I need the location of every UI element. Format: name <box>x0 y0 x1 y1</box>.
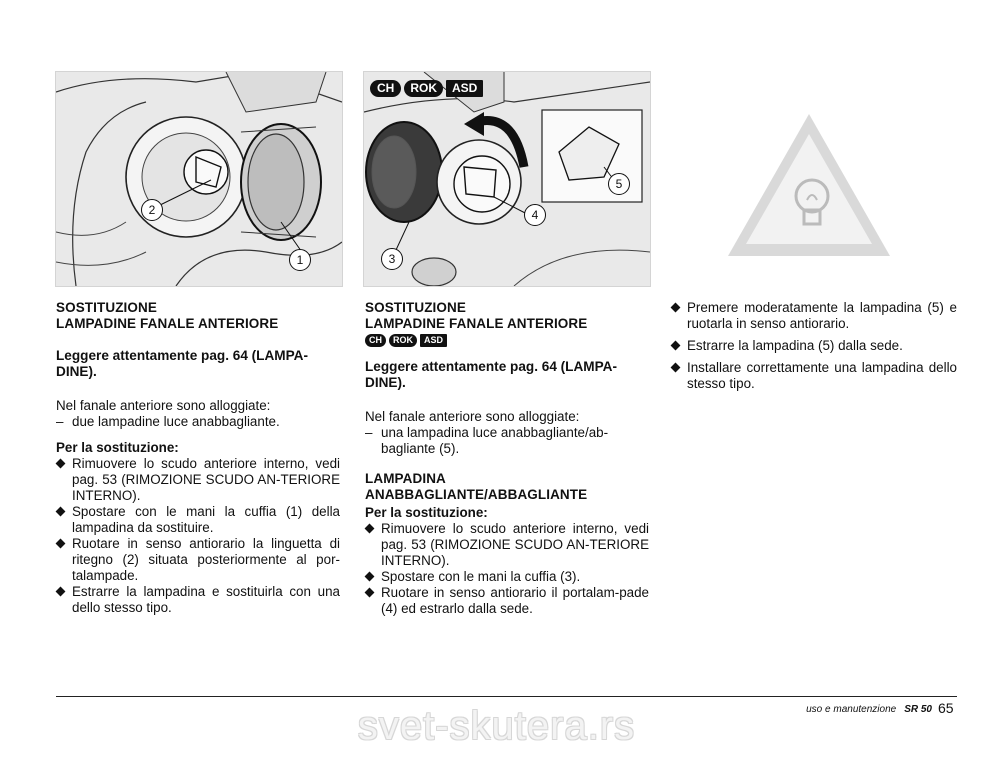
read-note: Leggere attentamente pag. 64 (LAMPA-DINE). <box>365 359 618 390</box>
subsection-title-line1: LAMPADINA <box>365 471 446 486</box>
dash-item-text: una lampadina luce anabbagliante/ab-bagliante (5). <box>381 425 609 456</box>
column-middle <box>365 300 649 617</box>
warning-triangle <box>724 110 894 260</box>
model-label: SR 50 <box>904 704 932 715</box>
model-badges-figure <box>370 80 483 97</box>
manual-label: uso e manutenzione <box>806 704 897 715</box>
list-item: Spostare con le mani la cuffia (3). <box>365 569 649 585</box>
list-item: Rimuovere lo scudo anteriore interno, vedi pag. 53 (RIMOZIONE SCUDO AN-TERIORE INTERNO). <box>365 521 649 569</box>
list-item: Installare correttamente una lampadina dello stesso tipo. <box>671 360 957 392</box>
list-item: Ruotare in senso antiorario il portalam-pade (4) ed estrarlo dalla sede. <box>365 585 649 617</box>
badge-ch: CH <box>370 80 401 97</box>
badge-ch: CH <box>365 334 386 347</box>
list-item: Rimuovere lo scudo anteriore interno, vedi pag. 53 (RIMOZIONE SCUDO AN-TERIORE INTERNO). <box>56 456 340 504</box>
badge-rok: ROK <box>389 334 417 347</box>
section-title-line2: LAMPADINE FANALE ANTERIORE <box>56 316 279 331</box>
intro-text: Nel fanale anteriore sono alloggiate: <box>56 398 271 413</box>
callout-5: 5 <box>608 173 630 195</box>
list-item: Spostare con le mani la cuffia (1) della lampadina da sostituire. <box>56 504 340 536</box>
column-left <box>56 300 340 616</box>
section-title-line1: SOSTITUZIONE <box>365 300 466 315</box>
intro-text: Nel fanale anteriore sono alloggiate: <box>365 409 580 424</box>
page-number: 65 <box>938 700 954 716</box>
column-right <box>671 300 957 392</box>
callout-3: 3 <box>381 248 403 270</box>
read-note: Leggere attentamente pag. 64 (LAMPA-DINE). <box>56 348 309 379</box>
list-item: Ruotare in senso antiorario la linguetta di ritegno (2) situata posteriormente al por-talampade. <box>56 536 340 584</box>
procedure-heading: Per la sostituzione: <box>56 440 179 455</box>
headlight-figure-middle <box>363 71 651 287</box>
badge-rok: ROK <box>404 80 443 97</box>
callout-2: 2 <box>141 199 163 221</box>
callout-1: 1 <box>289 249 311 271</box>
list-item: Estrarre la lampadina (5) dalla sede. <box>671 338 957 354</box>
badge-asd: ASD <box>420 334 447 347</box>
dash-item-text: due lampadine luce anabbagliante. <box>72 414 280 429</box>
dash-item: – una lampadina luce anabbagliante/ab-bagliante (5). <box>365 425 609 456</box>
subsection-title-line2: ANABBAGLIANTE/ABBAGLIANTE <box>365 487 588 502</box>
headlight-illustration-middle <box>364 72 650 286</box>
list-item: Premere moderatamente la lampadina (5) e ruotarla in senso antiorario. <box>671 300 957 332</box>
section-title-line2: LAMPADINE FANALE ANTERIORE <box>365 316 588 331</box>
headlight-figure-left <box>55 71 343 287</box>
steps-list <box>671 300 957 392</box>
callout-4: 4 <box>524 204 546 226</box>
steps-list <box>56 456 340 616</box>
model-badges <box>365 334 649 347</box>
light-bulb-warning-icon <box>724 110 894 260</box>
procedure-heading: Per la sostituzione: <box>365 505 488 520</box>
watermark: svet-skutera.rs <box>357 704 636 748</box>
footer-rule <box>56 696 957 697</box>
section-title-line1: SOSTITUZIONE <box>56 300 157 315</box>
dash-item: – due lampadine luce anabbagliante. <box>56 414 280 429</box>
steps-list <box>365 521 649 617</box>
list-item: Estrarre la lampadina e sostituirla con una dello stesso tipo. <box>56 584 340 616</box>
badge-asd: ASD <box>446 80 483 97</box>
